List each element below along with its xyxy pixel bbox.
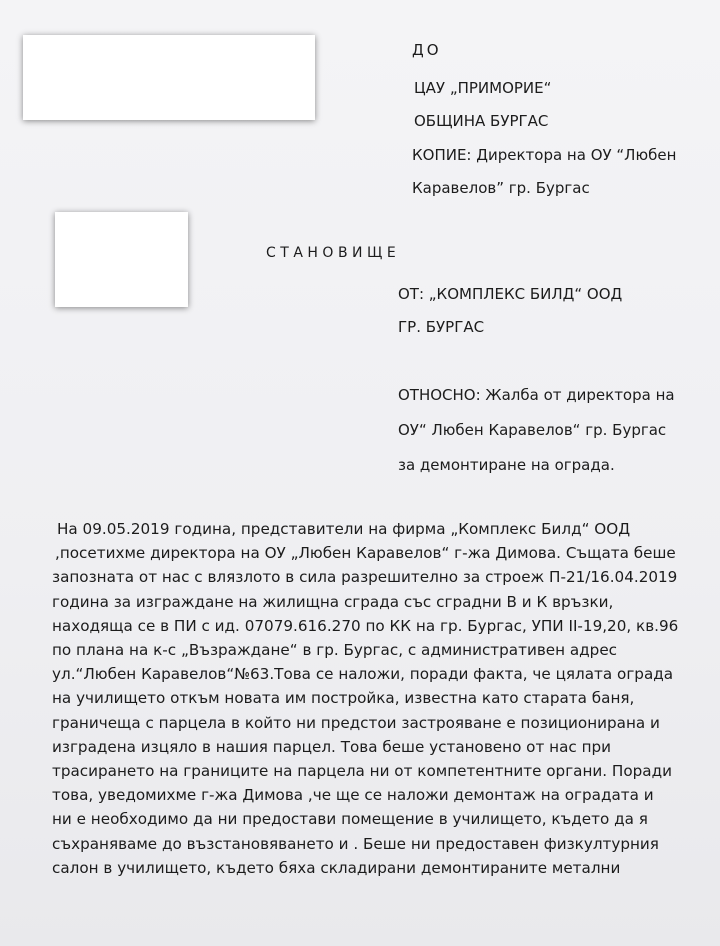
recipient-line: ЦАУ „ПРИМОРИЕ“ [414, 79, 552, 97]
body-line: година за изграждане на жилищна сграда със сградни В и К връзки, [52, 592, 614, 611]
copy-line: КОПИЕ: Директора на ОУ “Любен [412, 146, 677, 164]
body-line: На 09.05.2019 година, представители на фирма „Комплекс Билд“ ООД [57, 520, 631, 538]
redacted-block-top [23, 35, 315, 120]
body-line: ни е необходимо да ни предостави помещение в училището, където да я [52, 810, 648, 829]
body-line: трасирането на границите на парцела ни от компетентните органи. Поради [52, 762, 672, 781]
subject-line: за демонтиране на ограда. [398, 456, 615, 474]
sender-line: ОТ: „КОМПЛЕКС БИЛД“ ООД [398, 285, 623, 303]
body-line: запозната от нас с влязлото в сила разрешително за строеж П-21/16.04.2019 [52, 568, 678, 587]
to-label: ДО [412, 41, 442, 59]
body-line: находяща се в ПИ с ид. 07079.616.270 по КК на гр. Бургас, УПИ II-19,20, кв.96 [52, 616, 679, 635]
body-line: на училището откъм новата им постройка, известна като старата баня, [52, 689, 635, 708]
body-line: салон в училището, където бяха складирани демонтираните метални [52, 858, 621, 877]
subject-line: ОТНОСНО: Жалба от директора на [398, 386, 675, 404]
body-line: ,посетихме директора на ОУ „Любен Каравелов“ г-жа Димова. Същата беше [55, 544, 676, 563]
document-title: СТАНОВИЩЕ [266, 245, 401, 261]
body-line: по плана на к-с „Възраждане“ в гр. Бургас, с административен адрес [52, 641, 618, 660]
body-line: това, уведомихме г-жа Димова ,че ще се наложи демонтаж на оградата и [52, 786, 654, 805]
sender-line: ГР. БУРГАС [398, 318, 485, 336]
body-line: съхраняваме до възстановяването и . Беше ни предоставен физкултурния [52, 834, 659, 853]
body-text [52, 517, 712, 880]
copy-line: Каравелов” гр. Бургас [412, 179, 590, 197]
subject-line: ОУ“ Любен Каравелов“ гр. Бургас [398, 421, 667, 439]
body-line: изградена изцяло в нашия парцел. Това беше установено от нас при [52, 737, 612, 756]
body-line: граничеща с парцела в който ни предстои застрояване е позиционирана и [52, 713, 660, 732]
redacted-block-middle [55, 212, 188, 307]
body-line: ул.“Любен Каравелов“№63.Това се наложи, поради факта, че цялата ограда [52, 665, 674, 684]
recipient-line: ОБЩИНА БУРГАС [414, 112, 549, 130]
